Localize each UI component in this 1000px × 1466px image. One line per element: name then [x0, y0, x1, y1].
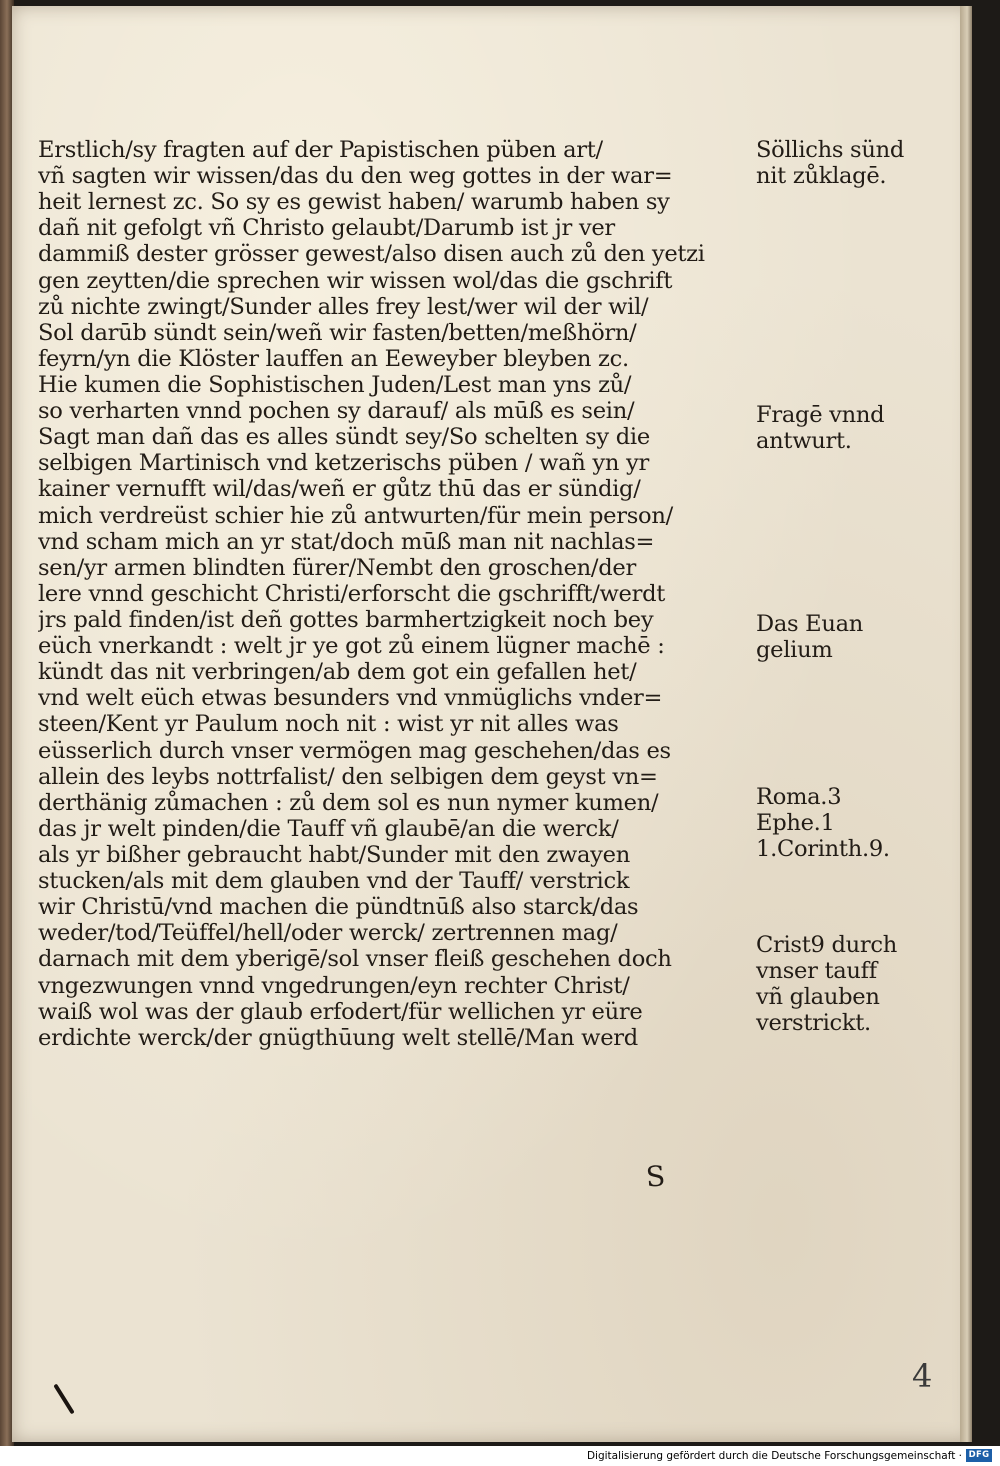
text-line: mich verdreüst schier hie zů antwurten/für mein person/	[38, 502, 673, 529]
text-line: dammiß dester grösser gewest/also disen auch zů den yetzi	[38, 241, 705, 268]
margin-note-line: Fragē vnnd	[756, 402, 885, 428]
margin-note-line: vnser tauff	[756, 958, 877, 985]
margin-note-scripture-references	[756, 784, 926, 862]
margin-note-complaint	[756, 137, 926, 189]
margin-note-line: 1.Corinth.9.	[756, 836, 890, 863]
margin-note-line: verstrickt.	[756, 1010, 871, 1037]
text-line: jrs pald finden/ist deñ gottes barmhertzigkeit noch bey	[38, 606, 654, 633]
text-line: kündt das nit verbringen/ab dem got ein gefallen het/	[38, 659, 637, 686]
text-line: steen/Kent yr Paulum noch nit : wist yr nit alles was	[38, 711, 619, 738]
text-line: erdichte werck/der gnügthūung welt stellē/Man werd	[38, 1024, 638, 1051]
catchword: S	[644, 1159, 667, 1194]
margin-note-line: Söllichs sünd	[756, 137, 905, 163]
text-line: vnd scham mich an yr stat/doch mūß man nit nachlas=	[38, 528, 655, 555]
text-line: waiß wol was der glaub erfodert/für wellichen yr eüre	[38, 998, 643, 1025]
margin-note-line: nit zůklagē.	[756, 163, 887, 190]
text-line: selbigen Martinisch vnd ketzerischs püben / wañ yn yr	[38, 450, 649, 477]
margin-note-line: gelium	[756, 637, 833, 664]
text-line: allein des leybs nottrfalist/ den selbigen dem geyst vn=	[38, 763, 658, 790]
text-line: als yr bißher gebraucht habt/Sunder mit den zwayen	[38, 841, 630, 868]
margin-note-line: Crist9 durch	[756, 932, 897, 958]
text-line: derthänig zůmachen : zů dem sol es nun nymer kumen/	[38, 789, 659, 816]
margin-note-question-answer	[756, 402, 926, 454]
margin-note-line: Das Euan	[756, 611, 864, 637]
text-line: zů nichte zwingt/Sunder alles frey lest/wer wil der wil/	[38, 293, 649, 320]
text-line: Sagt man dañ das es alles sündt sey/So schelten sy die	[38, 424, 650, 451]
margin-note-line: antwurt.	[756, 428, 852, 455]
text-line: eüsserlich durch vnser vermögen mag geschehen/das es	[38, 737, 671, 764]
dfg-logo: DFG	[966, 1449, 992, 1462]
text-line: weder/tod/Teüffel/hell/oder werck/ zertrennen mag/	[38, 920, 618, 947]
text-line: Erstlich/sy fragten auf der Papistischen püben art/	[38, 137, 603, 163]
text-line: gen zeytten/die sprechen wir wissen wol/das die gschrift	[38, 267, 673, 294]
text-line: feyrn/yn die Klöster lauffen an Eeweyber bleyben zc.	[38, 345, 629, 372]
text-line: Sol darūb sündt sein/weñ wir fasten/betten/meßhörn/	[38, 319, 637, 346]
text-line: Hie kumen die Sophistischen Juden/Lest man yns zů/	[38, 371, 632, 398]
text-line: so verharten vnnd pochen sy darauf/ als mūß es sein/	[38, 398, 635, 425]
page-edge	[960, 6, 972, 1442]
margin-note-line: Roma.3	[756, 784, 842, 810]
text-line: wir Christū/vnd machen die pündtnūß also starck/das	[38, 894, 639, 921]
margin-note-baptism-faith	[756, 932, 926, 1036]
text-line: kainer vernufft wil/das/weñ er gůtz thū das er sündig/	[38, 476, 641, 503]
text-line: stucken/als mit dem glauben vnd der Tauff/ verstrick	[38, 868, 630, 895]
digitization-credit: Digitalisierung gefördert durch die Deutsche Forschungsgemeinschaft ·	[586, 1450, 962, 1462]
main-text-block	[38, 137, 748, 1051]
text-line: das jr welt pinden/die Tauff vñ glaubē/an die werck/	[38, 815, 619, 842]
text-line: vñ sagten wir wissen/das du den weg gottes in der war=	[38, 163, 673, 190]
margin-note-gospel	[756, 611, 926, 663]
text-line: heit lernest zc. So sy es gewist haben/ warumb haben sy	[38, 189, 670, 216]
margin-note-line: vñ glauben	[756, 984, 880, 1011]
text-line: sen/yr armen blindten fürer/Nembt den groschen/der	[38, 554, 636, 581]
text-line: lere vnnd geschicht Christi/erforscht die gschrifft/werdt	[38, 580, 666, 607]
text-line: vngezwungen vnnd vngedrungen/eyn rechter Christ/	[38, 972, 630, 999]
text-line: eüch vnerkandt : welt jr ye got zů einem lügner machē :	[38, 633, 665, 660]
text-line: darnach mit dem yberigē/sol vnser fleiß geschehen doch	[38, 946, 672, 973]
text-line: dañ nit gefolgt vñ Christo gelaubt/Darumb ist jr ver	[38, 215, 615, 242]
text-line: vnd welt eüch etwas besunders vnd vnmüglichs vnder=	[38, 685, 663, 712]
folio-number: 4	[912, 1357, 933, 1395]
margin-note-line: Ephe.1	[756, 810, 835, 837]
